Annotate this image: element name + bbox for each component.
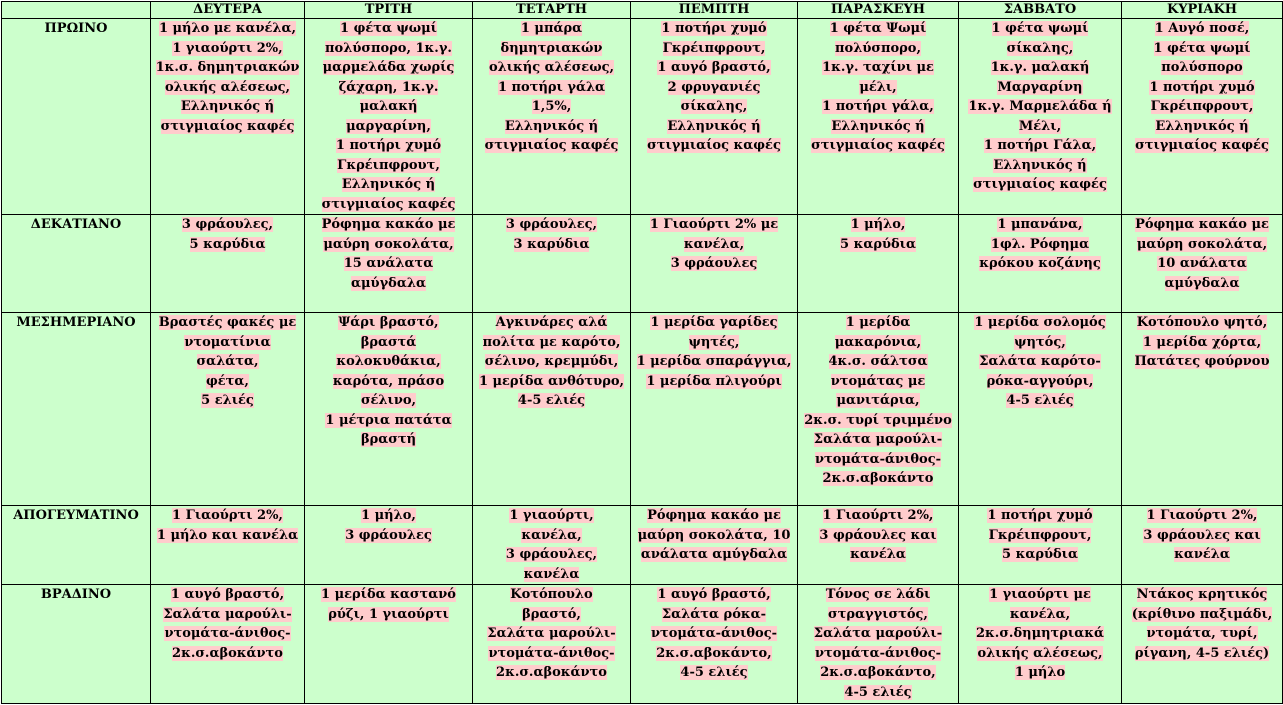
meal-cell bbox=[151, 215, 305, 313]
meal-cell-line: 1 μήλο, bbox=[850, 217, 906, 232]
meal-cell-line: Ντάκος κρητικός bbox=[1136, 587, 1268, 602]
meal-cell-line: ντομάτα, τυρί, bbox=[1146, 626, 1258, 641]
meal-cell-line: στιγμιαίος καφές bbox=[321, 196, 456, 212]
meal-cell-line: 4κ.σ. σάλτσα bbox=[828, 354, 928, 369]
meal-cell-line: μακαρόνια, bbox=[834, 334, 922, 350]
meal-cell-line: 5 καρύδια bbox=[840, 236, 916, 252]
meal-label: ΜΕΣΗΜΕΡΙΑΝΟ bbox=[2, 313, 151, 506]
meal-cell-line: ψητός, bbox=[1014, 334, 1066, 350]
corner-cell bbox=[2, 2, 151, 19]
meal-cell-line: 1φλ. Ρόφημα bbox=[990, 236, 1090, 252]
meal-cell-line: Κοτόπουλο bbox=[510, 587, 593, 602]
meal-cell bbox=[798, 585, 959, 704]
meal-cell-line: 1 φέτα ψωμί bbox=[1153, 40, 1251, 56]
meal-cell-line: Μέλι, bbox=[1018, 118, 1062, 134]
meal-cell bbox=[798, 215, 959, 313]
meal-cell-line: 1κ.σ. δημητριακών bbox=[155, 60, 300, 75]
meal-cell-line: βραστή bbox=[360, 432, 417, 447]
meal-cell-line: 3 καρύδια bbox=[513, 236, 590, 252]
meal-cell-line: στιγμιαίος καφές bbox=[647, 138, 781, 153]
meal-cell bbox=[631, 585, 798, 704]
header-row bbox=[2, 2, 1283, 19]
meal-cell-line: 1 αυγό βραστό, bbox=[657, 587, 771, 602]
meal-cell-line: στραγγιστός, bbox=[828, 606, 928, 622]
meal-cell-line: 1 φέτα ψωμί bbox=[991, 21, 1089, 36]
meal-cell-line: 4-5 ελιές bbox=[1006, 393, 1074, 408]
meal-cell bbox=[305, 19, 473, 215]
meal-cell-line: Ελληνικός ή bbox=[341, 177, 436, 192]
meal-cell-line: 2κ.σ.δημητριακά bbox=[976, 626, 1104, 641]
meal-row bbox=[2, 506, 1283, 585]
meal-cell-line: 3 φράουλες, bbox=[505, 217, 598, 232]
meal-cell-line: Ρόφημα κακάο με bbox=[1135, 217, 1269, 232]
meal-cell-line: 2κ.σ.αβοκάντο bbox=[822, 471, 934, 486]
meal-cell-line: 1 μερίδα καστανό bbox=[321, 587, 456, 602]
meal-label: ΠΡΩΙΝΟ bbox=[2, 19, 151, 215]
meal-cell-line: Βραστές φακές με bbox=[158, 315, 297, 330]
day-header: ΠΕΜΠΤΗ bbox=[631, 2, 798, 19]
meal-cell-line: 1 μπανάνα, bbox=[997, 217, 1083, 232]
meal-cell-line: Σαλάτα καρότο- bbox=[979, 354, 1101, 369]
meal-cell-line: πολίτα με καρότο, bbox=[482, 334, 621, 350]
day-header: ΤΕΤΑΡΤΗ bbox=[473, 2, 631, 19]
meal-cell-line: μαργαρίνη, bbox=[346, 118, 431, 134]
day-header: ΔΕΥΤΕΡΑ bbox=[151, 2, 305, 19]
meal-cell-line: Κοτόπουλο ψητό, bbox=[1136, 315, 1268, 330]
meal-cell-line: Πατάτες φούρνου bbox=[1134, 354, 1270, 369]
meal-cell-line: ολικής αλέσεως, bbox=[164, 79, 291, 95]
meal-cell-line: 1 μερίδα bbox=[845, 315, 911, 330]
meal-cell-line: 1 ποτήρι γάλα bbox=[497, 79, 606, 95]
meal-cell bbox=[305, 215, 473, 313]
meal-cell bbox=[959, 313, 1122, 506]
meal-cell-line: 2κ.σ.αβοκάντο bbox=[496, 665, 607, 680]
meal-cell-line: στιγμιαίος καφές bbox=[484, 138, 619, 153]
meal-cell-line: δημητριακών bbox=[500, 40, 603, 56]
meal-cell bbox=[473, 506, 631, 585]
meal-cell-line: 1 γιαούρτι 2%, bbox=[172, 40, 283, 56]
meal-cell-line: Ελληνικός ή bbox=[180, 99, 275, 114]
meal-cell-line: Γκρέιπφρουτ, bbox=[988, 527, 1092, 543]
meal-cell-line: 1 μήλο και κανέλα bbox=[156, 527, 299, 543]
meal-cell-line: Ελληνικός ή bbox=[993, 157, 1087, 173]
meal-cell-line: 4-5 ελιές bbox=[680, 665, 748, 680]
meal-cell bbox=[305, 313, 473, 506]
meal-cell-line: Ελληνικός ή bbox=[504, 118, 599, 134]
meal-row bbox=[2, 215, 1283, 313]
meal-cell bbox=[1122, 506, 1283, 585]
meal-cell-line: βραστά bbox=[360, 334, 417, 350]
meal-cell-line: 1 μερίδα σολομός bbox=[974, 315, 1106, 330]
meal-cell-line: Σαλάτα μαρούλι- bbox=[813, 432, 943, 447]
meal-cell-line: 4-5 ελιές bbox=[844, 684, 912, 700]
meal-cell-line: στιγμιαίος καφές bbox=[1135, 138, 1269, 153]
meal-cell-line: 1 ποτήρι χυμό bbox=[335, 138, 442, 153]
meal-cell-line: 1 μέτρια πατάτα bbox=[325, 412, 452, 428]
meal-cell-line: Σαλάτα μαρούλι- bbox=[163, 606, 292, 622]
meal-cell-line: πολύσπορο bbox=[1161, 60, 1243, 75]
meal-cell bbox=[798, 506, 959, 585]
meal-cell bbox=[473, 19, 631, 215]
meal-cell-line: Σαλάτα μαρούλι- bbox=[487, 626, 616, 641]
meal-cell-line: σαλάτα, bbox=[196, 354, 259, 369]
meal-cell-line: (κρίθινο παξιμάδι, bbox=[1131, 606, 1273, 622]
meal-cell-line: 1 μήλο, bbox=[361, 508, 416, 523]
meal-cell-line: 5 καρύδια bbox=[189, 236, 266, 252]
meal-cell-line: 1 μήλο με κανέλα, bbox=[158, 21, 297, 36]
meal-cell-line: σέλινο, bbox=[360, 393, 417, 408]
meal-cell-line: κανέλα, bbox=[1009, 606, 1071, 622]
meal-cell-line: 3 φράουλες bbox=[670, 256, 758, 271]
meal-cell bbox=[631, 19, 798, 215]
meal-cell bbox=[1122, 215, 1283, 313]
meal-label: ΒΡΑΔΙΝΟ bbox=[2, 585, 151, 704]
meal-cell-line: αμύγδαλα bbox=[351, 275, 426, 291]
meal-cell bbox=[959, 19, 1122, 215]
meal-row bbox=[2, 313, 1283, 506]
meal-cell-line: Γκρέιπφρουτ, bbox=[337, 157, 440, 173]
meal-cell-line: 1,5%, bbox=[531, 99, 572, 114]
meal-cell-line: 1 αυγό βραστό, bbox=[170, 587, 285, 602]
meal-cell-line: 2κ.σ. τυρί τριμμένο bbox=[804, 412, 952, 428]
meal-cell bbox=[305, 585, 473, 704]
meal-cell-line: 3 φράουλες bbox=[345, 527, 432, 543]
meal-cell bbox=[151, 585, 305, 704]
meal-cell-line: 1 μερίδα σπαράγγια, bbox=[636, 354, 792, 369]
meal-cell-line: μαύρη σοκολάτα, 10 bbox=[637, 527, 791, 543]
day-header: ΠΑΡΑΣΚΕΥΗ bbox=[798, 2, 959, 19]
meal-cell-line: 1 αυγό βραστό, bbox=[657, 60, 771, 75]
meal-cell-line: 1 Γιαούρτι 2%, bbox=[172, 508, 283, 523]
meal-cell-line: ρόκα-αγγούρι, bbox=[986, 373, 1094, 389]
meal-cell-line: πολύσπορο, 1κ.γ. bbox=[325, 40, 452, 56]
meal-cell-line: βραστό, bbox=[522, 606, 581, 622]
meal-cell bbox=[473, 313, 631, 506]
meal-cell-line: 1 Γιαούρτι 2%, bbox=[822, 508, 934, 523]
meal-cell-line: ντομάτας με bbox=[830, 373, 926, 389]
meal-cell-line: 1 ποτήρι χυμό bbox=[1149, 79, 1255, 95]
meal-cell-line: κανέλα bbox=[523, 566, 580, 582]
meal-cell-line: κολοκυθάκια, bbox=[336, 354, 441, 369]
meal-cell-line: στιγμιαίος καφές bbox=[973, 177, 1107, 192]
meal-cell bbox=[473, 585, 631, 704]
meal-cell-line: 5 καρύδια bbox=[1002, 547, 1078, 562]
meal-cell-line: ολικής αλέσεως, bbox=[977, 645, 1103, 661]
meal-cell-line: Ρόφημα κακάο με bbox=[647, 508, 781, 523]
meal-cell-line: 1 ποτήρι Γάλα, bbox=[983, 138, 1097, 153]
meal-cell-line: 1 μερίδα πλιγούρι bbox=[646, 373, 782, 389]
meal-cell-line: αμύγδαλα bbox=[1164, 275, 1240, 291]
meal-cell-line: ντομάτα-άνιθος- bbox=[650, 626, 778, 641]
meal-cell-line: 1 μήλο bbox=[1014, 665, 1066, 680]
meal-cell-line: 3 φράουλες και bbox=[1143, 527, 1261, 543]
meal-cell-line: Αγκινάρες αλά bbox=[495, 315, 608, 330]
meal-cell-line: ντομάτα-άνιθος- bbox=[814, 451, 942, 467]
meal-cell-line: μαύρη σοκολάτα, bbox=[1136, 236, 1268, 252]
meal-cell-line: ψητές, bbox=[688, 334, 740, 350]
meal-cell-line: Γκρέιπφρουτ, bbox=[1150, 99, 1254, 114]
meal-cell-line: 1 Γιαούρτι 2% με bbox=[649, 217, 779, 232]
meal-cell-line: 2κ.σ.αβοκάντο, bbox=[820, 665, 936, 680]
meal-cell-line: στιγμιαίος καφές bbox=[160, 118, 295, 134]
day-header: ΚΥΡΙΑΚΗ bbox=[1122, 2, 1283, 19]
meal-cell-line: 1κ.γ. ταχίνι με μέλι, bbox=[822, 60, 934, 95]
meal-cell-line: Ρόφημα κακάο με bbox=[321, 217, 456, 232]
meal-cell-line: ντομάτα-άνιθος- bbox=[488, 645, 615, 661]
meal-cell bbox=[151, 19, 305, 215]
meal-cell-line: ανάλατα αμύγδαλα bbox=[640, 547, 788, 562]
meal-label: ΑΠΟΓΕΥΜΑΤΙΝΟ bbox=[2, 506, 151, 585]
meal-cell-line: κανέλα bbox=[850, 547, 906, 562]
meal-cell-line: 3 φράουλες, bbox=[505, 547, 598, 562]
meal-row bbox=[2, 585, 1283, 704]
meal-cell-line: 1 μερίδα ανθότυρο, bbox=[478, 373, 625, 389]
meal-cell bbox=[151, 506, 305, 585]
meal-cell-line: 1κ.γ. Μαρμελάδα ή bbox=[968, 99, 1112, 114]
meal-cell bbox=[959, 215, 1122, 313]
meal-cell-line: 2κ.σ.αβοκάντο, bbox=[656, 645, 772, 661]
meal-cell-line: Γκρέιπφρουτ, bbox=[662, 40, 766, 56]
meal-cell-line: ντομάτα-άνιθος- bbox=[164, 626, 291, 641]
meal-cell bbox=[1122, 585, 1283, 704]
meal-cell bbox=[151, 313, 305, 506]
meal-cell-line: σίκαλης, bbox=[680, 99, 748, 114]
meal-cell-line: μαύρη σοκολάτα, bbox=[323, 236, 454, 252]
meal-cell-line: ντοματίνια bbox=[184, 334, 271, 350]
meal-cell-line: μανιτάρια, bbox=[836, 393, 920, 408]
meal-cell-line: Ελληνικός ή bbox=[1155, 118, 1249, 134]
meal-cell-line: σίκαλης, bbox=[1006, 40, 1074, 56]
meal-cell bbox=[631, 506, 798, 585]
meal-cell-line: 1 ποτήρι γάλα, bbox=[822, 99, 934, 114]
meal-cell bbox=[798, 19, 959, 215]
meal-cell-line: στιγμιαίος καφές bbox=[811, 138, 945, 153]
meal-cell-line: 3 φράουλες, bbox=[181, 217, 274, 232]
meal-cell-line: 1 γιαούρτι με bbox=[989, 587, 1091, 602]
meal-cell-line: ντομάτα-άνιθος- bbox=[814, 645, 942, 661]
meal-cell-line: ολικής αλέσεως, bbox=[488, 60, 615, 75]
meal-cell-line: 5 ελιές bbox=[201, 393, 254, 408]
meal-cell-line: Σαλάτα ρόκα- bbox=[661, 606, 767, 622]
meal-cell-line: Ελληνικός ή bbox=[831, 118, 925, 134]
meal-cell-line: Μαργαρίνη bbox=[997, 79, 1083, 95]
meal-cell-line: 4-5 ελιές bbox=[517, 393, 586, 408]
day-header: ΤΡΙΤΗ bbox=[305, 2, 473, 19]
meal-cell-line: ρύζι, 1 γιαούρτι bbox=[328, 606, 449, 622]
meal-cell-line: 1 μπάρα bbox=[520, 21, 583, 36]
meal-cell-line: 1 ποτήρι χυμό bbox=[661, 21, 767, 36]
meal-cell-line: μαρμελάδα χωρίς bbox=[322, 60, 455, 75]
meal-cell-line: 1 Αυγό ποσέ, bbox=[1154, 21, 1250, 36]
meal-cell-line: 1κ.γ. μαλακή bbox=[990, 60, 1090, 75]
meal-cell-line: 1 μερίδα γαρίδες bbox=[650, 315, 778, 330]
meal-row bbox=[2, 19, 1283, 215]
meal-cell bbox=[305, 506, 473, 585]
meal-cell bbox=[631, 313, 798, 506]
meal-cell bbox=[798, 313, 959, 506]
meal-cell bbox=[1122, 19, 1283, 215]
meal-cell-line: Ελληνικός ή bbox=[667, 118, 761, 134]
meal-cell-line: 1 ποτήρι χυμό bbox=[987, 508, 1093, 523]
meal-cell-line: 2κ.σ.αβοκάντο bbox=[172, 645, 283, 661]
meal-cell-line: 10 ανάλατα bbox=[1157, 256, 1247, 271]
meal-cell bbox=[473, 215, 631, 313]
meal-cell-line: πολύσπορο, bbox=[835, 40, 921, 56]
meal-cell-line: 3 φράουλες και bbox=[819, 527, 937, 543]
meal-cell-line: 1 γιαούρτι, κανέλα, bbox=[509, 508, 594, 543]
meal-cell-line: φέτα, bbox=[206, 373, 249, 389]
meal-cell bbox=[959, 506, 1122, 585]
meal-cell-line: ζάχαρη, 1κ.γ. μαλακή bbox=[338, 79, 439, 114]
weekly-meal-plan-table bbox=[1, 1, 1283, 704]
meal-cell-line: σέλινο, κρεμμύδι, bbox=[484, 354, 619, 369]
meal-cell-line: 1 φέτα ψωμί bbox=[340, 21, 437, 36]
meal-cell-line: κανέλα, bbox=[683, 236, 745, 252]
meal-cell-line: ρίγανη, 4-5 ελιές) bbox=[1134, 645, 1270, 661]
meal-cell bbox=[1122, 313, 1283, 506]
meal-cell-line: Σαλάτα μαρούλι- bbox=[813, 626, 943, 641]
meal-cell-line: 1 φέτα Ψωμί bbox=[829, 21, 927, 36]
day-header: ΣΑΒΒΑΤΟ bbox=[959, 2, 1122, 19]
meal-label: ΔΕΚΑΤΙΑΝΟ bbox=[2, 215, 151, 313]
meal-cell-line: καρότα, πράσο bbox=[332, 373, 445, 389]
meal-cell-line: Τόνος σε λάδι bbox=[825, 587, 931, 602]
meal-cell-line: Ψάρι βραστό, bbox=[338, 315, 439, 330]
meal-cell bbox=[959, 585, 1122, 704]
meal-cell-line: 1 μερίδα χόρτα, bbox=[1142, 334, 1262, 350]
meal-cell-line: κρόκου κοζάνης bbox=[979, 256, 1101, 271]
meal-cell-line: 1 Γιαούρτι 2%, bbox=[1146, 508, 1258, 523]
meal-cell-line: 15 ανάλατα bbox=[343, 256, 434, 271]
meal-cell-line: 2 φρυγανιές bbox=[667, 79, 761, 95]
meal-cell bbox=[631, 215, 798, 313]
meal-cell-line: κανέλα bbox=[1174, 547, 1230, 562]
